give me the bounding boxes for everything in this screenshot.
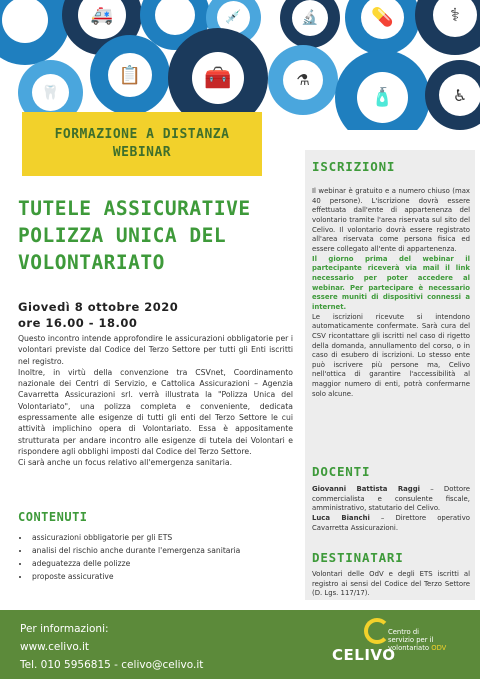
iscrizioni-text [312, 187, 470, 399]
logo-tagline-line: servizio per il [388, 636, 434, 644]
gear-decoration [0, 0, 70, 65]
medicine-bottle-icon: 🧴 [335, 50, 430, 130]
logo-name: CELIVO [332, 646, 396, 664]
clipboard-icon: 📋 [90, 35, 170, 115]
intro-paragraph: Inoltre, in virtù della convenzione tra CSVnet, Coordinamento nazionale dei Centri di Servizio, e Cattolica Assicurazioni – Agenzia Cavarretta Assicurazioni srl. verrà illustrata la "Polizza Unica del Volontariato", una polizza completa e conveniente, dedicata espressamente alle esigenze di tutti gli enti del Terzo Settore le cui attività implichino opera di Volontariato. Essa è appositamente strutturata per andare incontro alle esigenze di tutela dei Volontari e rispondere agli obblighi imposti dal Codice del Terzo Settore. [18, 367, 293, 456]
microscope-icon: 🔬 [280, 0, 340, 48]
format-tag-line2: WEBINAR [112, 145, 172, 160]
logo-tagline-line: Centro di [388, 628, 420, 636]
website-link[interactable]: www.celivo.it [20, 641, 90, 653]
docente-entry [312, 514, 470, 533]
iscrizioni-highlight: Il giorno prima del webinar il partecipante riceverà via mail il link necessario per poter accedere al webinar. Per partecipare è necessario essere muniti di dispositivi connessi a internet. [312, 254, 470, 311]
event-datetime [18, 299, 178, 331]
logo-tagline [388, 628, 446, 652]
wheelchair-icon: ♿ [425, 60, 480, 130]
iscrizioni-paragraph: Le iscrizioni ricevute si intendono automaticamente confermate. Sarà cura del CSV ricontattare gli iscritti nel caso di rigetto della domanda, annullamento del corso, o in caso di esubero di iscrizioni. Lo stesso ente può iscrivere più persone ma, Celivo nell'ottica di garantire l'accessibilità al maggior numero di enti, potrà confermarne solo alcune. [312, 312, 470, 398]
header-gear-illustration [0, 0, 480, 130]
intro-text [18, 333, 293, 469]
iscrizioni-heading: ISCRIZIONI [312, 159, 396, 174]
title-line: TUTELE ASSICURATIVE [18, 197, 251, 220]
docente-name: Giovanni Battista Raggi [312, 485, 421, 493]
first-aid-kit-icon: 🧰 [168, 28, 268, 128]
title-line: VOLONTARIATO [18, 251, 165, 274]
list-item: • adeguatezza delle polizze [30, 557, 305, 570]
list-item: • assicurazioni obbligatorie per gli ETS [30, 531, 305, 544]
docenti-heading: DOCENTI [312, 464, 371, 479]
ambulance-icon: 🚑 [62, 0, 142, 55]
logo-mark-icon [364, 618, 390, 644]
contenuti-list [18, 531, 305, 583]
destinatari-heading: DESTINATARI [312, 550, 404, 565]
logo-tagline-word: volontariato [388, 644, 430, 652]
destinatari-text: Volontari delle OdV e degli ETS iscritti al registro ai sensi del Codice del Terzo Settore (D. Lgs. 117/17). [312, 570, 470, 598]
syringe-icon: 💉 [206, 0, 261, 45]
flask-icon: ⚗ [268, 45, 338, 115]
logo-tagline-line [388, 644, 446, 652]
celivo-logo [332, 615, 472, 671]
iscrizioni-paragraph: Il webinar è gratuito e a numero chiuso (max 40 persone). L'iscrizione dovrà essere effettuata dall'ente di appartenenza del volontario tramite l'area riservata sul sito del Celivo. Il volontario dovrà essere registrato all'area riservata come persona fisica ed essere collegato all'ente di appartenenza. [312, 187, 470, 253]
list-item: • proposte assicurative [30, 570, 305, 583]
event-time: ore 16.00 - 18.00 [18, 316, 138, 330]
caduceus-icon: ⚕ [415, 0, 480, 55]
intro-paragraph: Questo incontro intende approfondire le assicurazioni obbligatorie per i volontari previste dal Codice del Terzo Settore per tutti gli Enti iscritti nel registro. [18, 334, 293, 366]
docente-entry [312, 485, 470, 514]
format-tag-line1: FORMAZIONE A DISTANZA [54, 127, 230, 142]
contenuti-heading: CONTENUTI [18, 510, 88, 524]
list-item: • analisi del rischio anche durante l'emergenza sanitaria [30, 544, 305, 557]
logo-odv: ODV [431, 644, 447, 652]
tooth-icon: 🦷 [18, 60, 83, 125]
docente-role: – Direttore operativo Cavarretta Assicurazioni. [312, 513, 470, 532]
event-date: Giovedì 8 ottobre 2020 [18, 300, 179, 314]
page-title [18, 195, 288, 276]
intro-paragraph: Ci sarà anche un focus relativo all'emergenza sanitaria. [18, 458, 233, 468]
docente-role: – Dottore commercialista e consulente fiscale, amministrativo, statutario del Celivo. [312, 485, 470, 513]
contact-phone-email[interactable]: Tel. 010 5956815 - celivo@celivo.it [20, 659, 204, 671]
format-tag [22, 112, 262, 176]
docente-name: Luca Bianchi [312, 513, 370, 522]
contact-label: Per informazioni: [20, 623, 109, 635]
pill-bottle-icon: 💊 [345, 0, 420, 55]
contact-info [20, 620, 203, 674]
docenti-text [312, 485, 470, 533]
title-line: POLIZZA UNICA DEL [18, 224, 227, 247]
